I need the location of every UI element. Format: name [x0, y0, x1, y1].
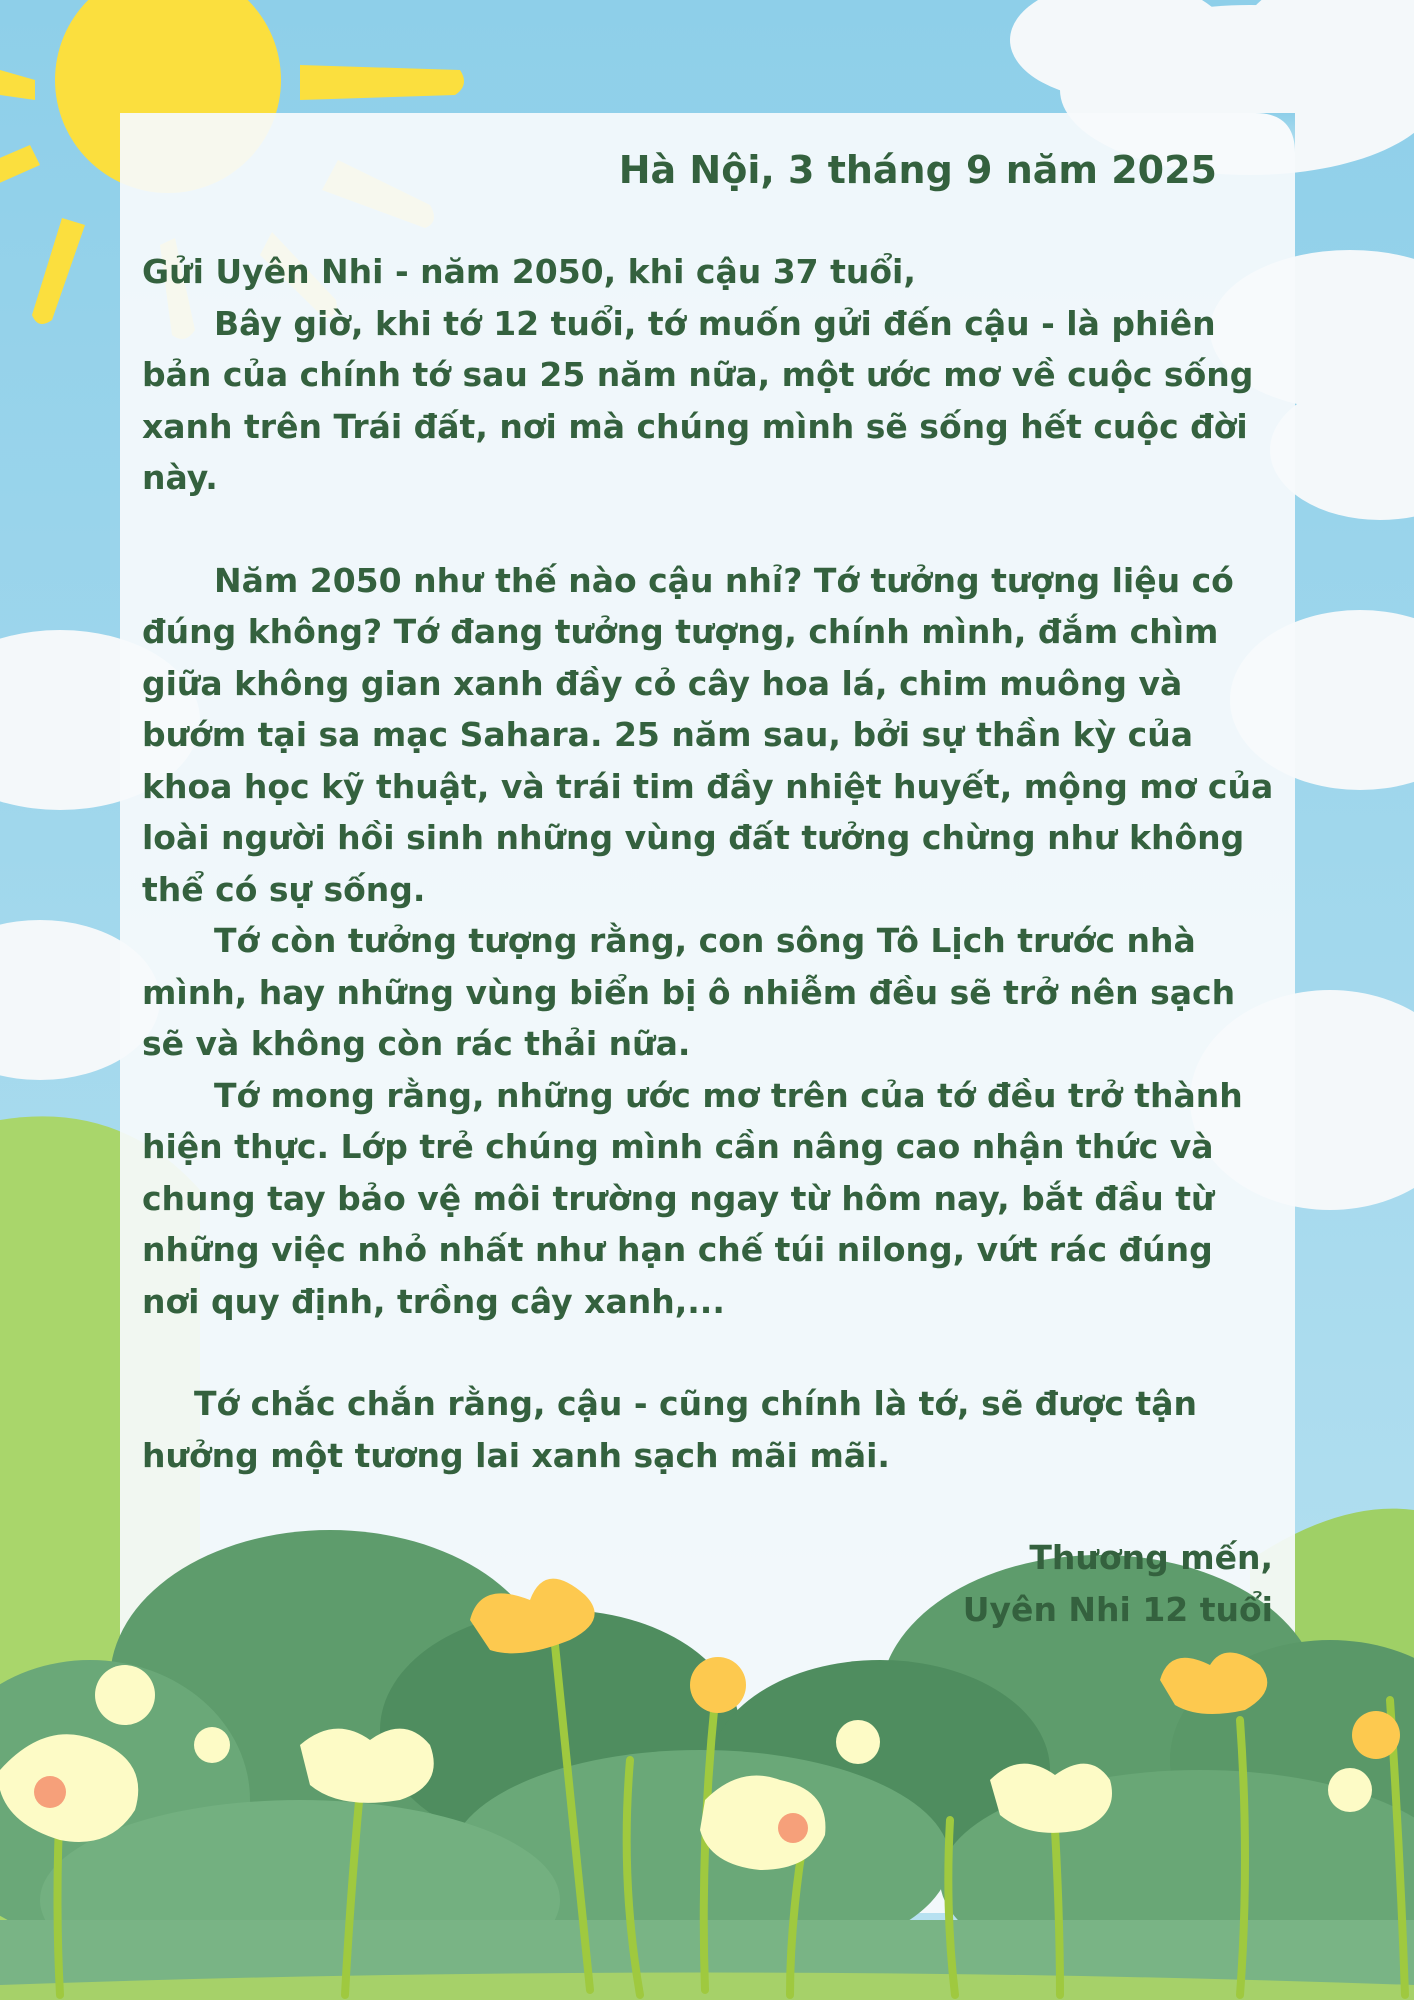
signature: Uyên Nhi 12 tuổi: [962, 1589, 1273, 1629]
letter-paragraph: Bây giờ, khi tớ 12 tuổi, tớ muốn gửi đến cậu - là phiên bản của chính tớ sau 25 năm nữa, một ước mơ về cuộc sống xanh trên Trái đất, nơi mà chúng mình sẽ sống hết cuộc đời này.: [142, 303, 1254, 497]
letter-paragraph: Tớ còn tưởng tượng rằng, con sông Tô Lịch trước nhà mình, hay những vùng biển bị ô nhiễm đều sẽ trở nên sạch sẽ và không còn rác thải nữa.: [142, 921, 1236, 1063]
letter-body: [142, 140, 1277, 1635]
letter-paragraph: Tớ chắc chắn rằng, cậu - cũng chính là tớ, sẽ được tận hưởng một tương lai xanh sạch mãi mãi.: [142, 1384, 1197, 1475]
letter-date: Hà Nội, 3 tháng 9 năm 2025: [618, 148, 1217, 192]
letter-closing: [142, 1532, 1277, 1635]
closing-line: Thương mến,: [1029, 1538, 1273, 1577]
letter-paragraph: Tớ mong rằng, những ước mơ trên của tớ đều trở thành hiện thực. Lớp trẻ chúng mình cần nâng cao nhận thức và chung tay bảo vệ môi trường ngay từ hôm nay, bắt đầu từ những việc nhỏ nhất như hạn chế túi nilong, vứt rác đúng nơi quy định, trồng cây xanh,...: [142, 1075, 1243, 1321]
letter-paragraph: Năm 2050 như thế nào cậu nhỉ? Tớ tưởng tượng liệu có đúng không? Tớ đang tưởng tượng, chính mình, đắm chìm giữa không gian xanh đầy cỏ cây hoa lá, chim muông và bướm tại sa mạc Sahara. 25 năm sau, bởi sự thần kỳ của khoa học kỹ thuật, và trái tim đầy nhiệt huyết, mộng mơ của loài người hồi sinh những vùng đất tưởng chừng như không thể có sự sống.: [142, 560, 1274, 909]
letter-salutation: Gửi Uyên Nhi - năm 2050, khi cậu 37 tuổi,: [142, 252, 916, 291]
